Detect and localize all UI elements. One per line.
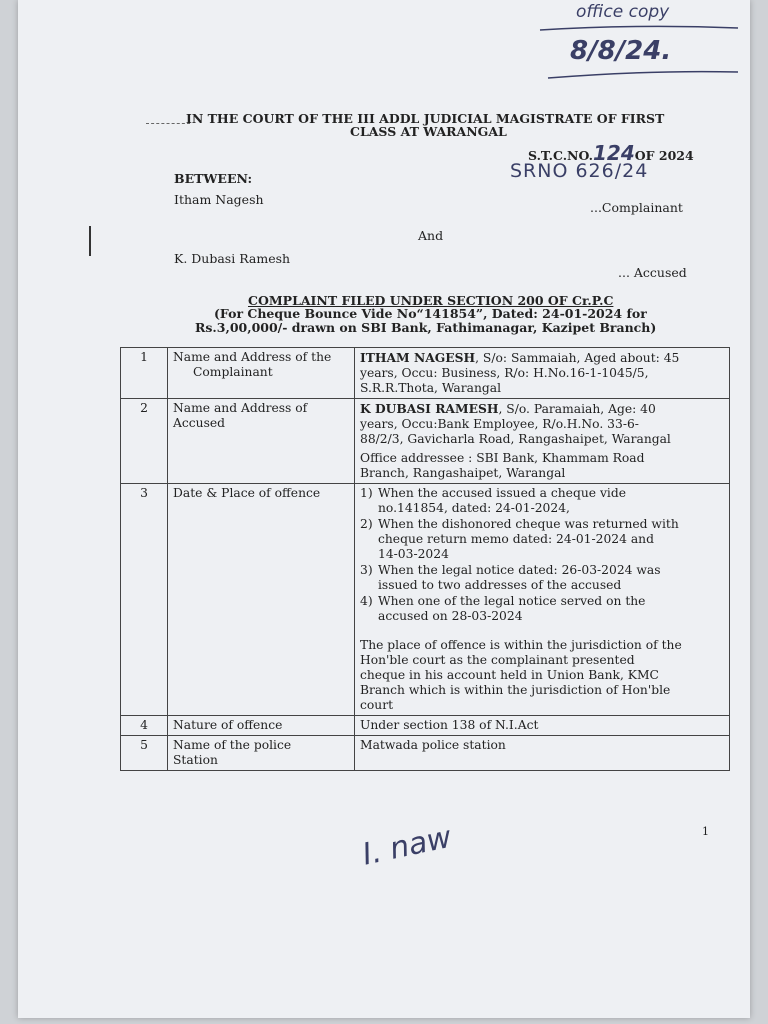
list-item: 4) When one of the legal notice served on the accused on 28-03-2024 — [360, 594, 646, 623]
row-value: Matwada police station — [355, 736, 730, 771]
row-label: Name and Address of Accused — [168, 399, 355, 484]
complaint-heading-line3: Rs.3,00,000/- drawn on SBI Bank, Fathimanagar, Kazipet Branch) — [195, 320, 657, 335]
row-number: 3 — [121, 484, 168, 716]
handwritten-date: 8/8/24. — [570, 36, 672, 66]
table-row — [121, 716, 730, 736]
document-page — [18, 0, 750, 1018]
complaint-heading-line2: (For Cheque Bounce Vide No“141854”, Dated: 24-01-2024 for — [214, 306, 647, 321]
header-dash — [146, 123, 190, 124]
row-label: Nature of offence — [168, 716, 355, 736]
table-row — [121, 484, 730, 716]
row-number: 1 — [121, 348, 168, 399]
accused-role: ... Accused — [618, 265, 687, 280]
and-label: And — [418, 228, 444, 243]
table-row — [121, 736, 730, 771]
list-item: 3) When the legal notice dated: 26-03-2024 was issued to two addresses of the accused — [360, 563, 661, 592]
row-label: Name and Address of the Complainant — [168, 348, 355, 399]
court-title-line1: IN THE COURT OF THE III ADDL JUDICIAL MAGISTRATE OF FIRST — [186, 111, 665, 126]
page-number: 1 — [702, 825, 709, 838]
row-label: Date & Place of offence — [168, 484, 355, 716]
between-label: BETWEEN: — [174, 171, 253, 186]
margin-mark — [89, 226, 91, 256]
place-of-offence: The place of offence is within the jurisdiction of the Hon'ble court as the complainant presented cheque in his account held in Union Bank, KMC Branch which is within the jurisdiction of Hon'ble court — [360, 638, 682, 712]
handwritten-underline — [538, 22, 743, 84]
row-value: Under section 138 of N.I.Act — [355, 716, 730, 736]
stc-number: S.T.C.NO.124OF 2024 — [528, 141, 694, 165]
complaint-heading-line1: COMPLAINT FILED UNDER SECTION 200 OF Cr.P.C — [248, 293, 614, 308]
row-number: 4 — [121, 716, 168, 736]
row-value: K DUBASI RAMESH, S/o. Paramaiah, Age: 40 years, Occu:Bank Employee, R/o.H.No. 33-6- 88/2/3, Gavicharla Road, Rangashaipet, Warangal Office addressee : SBI Bank, Khammam Road Branch, Rangashaipet, Warangal — [355, 399, 730, 484]
table-row — [121, 399, 730, 484]
complainant-role: ...Complainant — [590, 200, 683, 215]
complainant-name: Itham Nagesh — [174, 192, 264, 207]
complaint-details-table — [120, 347, 730, 771]
court-title-line2: CLASS AT WARANGAL — [350, 124, 507, 139]
list-item: 2) When the dishonored cheque was returned with cheque return memo dated: 24-01-2024 and 14-03-2024 — [360, 517, 679, 561]
row-number: 2 — [121, 399, 168, 484]
list-item: 1) When the accused issued a cheque vide no.141854, dated: 24-01-2024, — [360, 486, 626, 515]
accused-name: K. Dubasi Ramesh — [174, 251, 291, 266]
table-row — [121, 348, 730, 399]
handwritten-office-copy: office copy — [576, 2, 670, 22]
handwritten-signature: I. naw — [359, 819, 455, 873]
row-value: ITHAM NAGESH, S/o: Sammaiah, Aged about: 45 years, Occu: Business, R/o: H.No.16-1-1045/5, S.R.R.Thota, Warangal — [355, 348, 730, 399]
row-value — [355, 484, 730, 716]
handwritten-sr-number: SRNO 626/24 — [510, 160, 649, 182]
row-number: 5 — [121, 736, 168, 771]
row-label: Name of the police Station — [168, 736, 355, 771]
